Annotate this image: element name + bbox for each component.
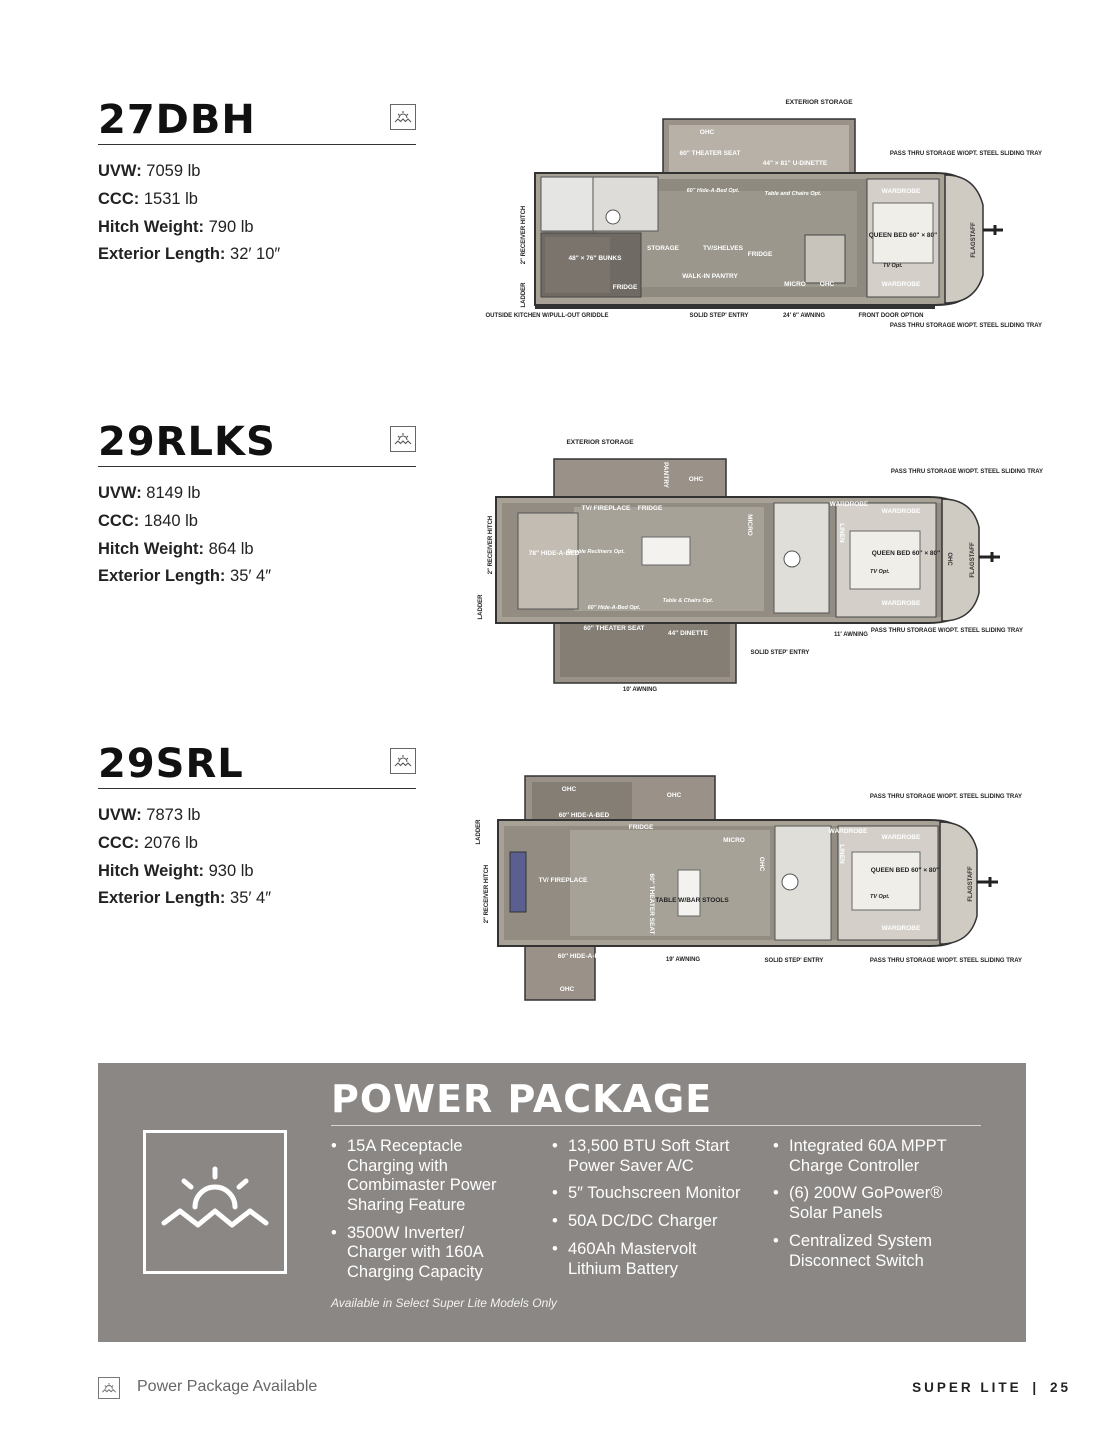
label-wardrobe-bottom: WARDROBE <box>881 281 921 288</box>
spec-list <box>98 480 271 591</box>
label-wardrobe-top-right: WARDROBE <box>881 508 921 515</box>
power-feature: • Integrated 60A MPPT Charge Controller <box>773 1137 947 1176</box>
label-pass-thru-top: PASS THRU STORAGE W/OPT. STEEL SLIDING TRAY <box>869 794 1023 800</box>
model-title: 29SRL <box>98 741 244 787</box>
model-divider <box>98 144 416 145</box>
label-pass-thru-top: PASS THRU STORAGE W/OPT. STEEL SLIDING TRAY <box>889 151 1043 157</box>
label-ladder: LADDER <box>521 282 527 308</box>
page-footer <box>912 1380 1071 1395</box>
label-recliners: Double Recliners Opt. <box>567 549 625 555</box>
label-ohc: OHC <box>699 129 715 136</box>
label-ladder: LADDER <box>478 594 484 620</box>
label-ladder: LADDER <box>476 819 482 845</box>
power-feature-column-1 <box>331 1137 496 1291</box>
label-pass-thru-bottom: PASS THRU STORAGE W/OPT. STEEL SLIDING TRAY <box>889 323 1043 329</box>
spec-ccc: CCC: 1531 lb <box>98 189 198 208</box>
label-tv-opt: TV Opt. <box>870 894 890 900</box>
label-theater-seat: 60″ THEATER SEAT <box>583 625 645 632</box>
sun-wave-icon <box>160 1163 270 1233</box>
label-awning-bottom: 10′ AWNING <box>622 687 658 693</box>
label-outside-kitchen: OUTSIDE KITCHEN W/PULL-OUT GRIDDLE <box>485 313 609 319</box>
label-micro: MICRO <box>746 514 753 536</box>
label-ohc-bottom: OHC <box>559 986 575 993</box>
floorplan-27dbh <box>485 95 1043 340</box>
label-front-door: FRONT DOOR OPTION <box>858 313 924 319</box>
label-theater-seat: 60″ THEATER SEAT <box>648 873 655 935</box>
label-pass-thru-bottom: PASS THRU STORAGE W/OPT. STEEL SLIDING TRAY <box>869 958 1023 964</box>
label-hide-a-bed: 78″ HIDE-A-BED <box>528 550 580 557</box>
label-fridge-outside: FRIDGE <box>612 284 638 291</box>
label-tv-shelves: TV/SHELVES <box>703 245 743 252</box>
label-pass-thru-top: PASS THRU STORAGE W/OPT. STEEL SLIDING TRAY <box>890 469 1044 475</box>
spec-uvw: UVW: 7873 lb <box>98 806 201 824</box>
label-walk-in-pantry: WALK-IN PANTRY <box>682 273 738 280</box>
label-exterior-storage: EXTERIOR STORAGE <box>566 439 634 446</box>
label-hide-a-bed-opt: 60″ Hide-A-Bed Opt. <box>587 605 641 611</box>
label-queen-bed: QUEEN BED 60″ × 80″ <box>871 550 941 557</box>
page-number: 25 <box>1049 1380 1071 1395</box>
label-theater-seat: 60" THEATER SEAT <box>679 150 741 157</box>
power-feature: • (6) 200W GoPower® Solar Panels <box>773 1184 947 1223</box>
spec-exterior-length: Exterior Length: 35′ 4″ <box>98 889 272 908</box>
label-hide-a-bed: 60" Hide-A-Bed Opt. <box>686 188 740 194</box>
power-feature: • 460Ah Mastervolt Lithium Battery <box>552 1240 740 1279</box>
label-wardrobe-top: WARDROBE <box>828 828 868 835</box>
power-package-icon <box>390 748 416 774</box>
model-title: 27DBH <box>98 97 256 143</box>
power-package-badge <box>143 1130 287 1274</box>
label-table-chairs: Table & Chairs Opt. <box>662 598 714 604</box>
label-tv-opt: TV Opt. <box>883 263 903 269</box>
model-divider <box>98 788 416 789</box>
label-brand: FLAGSTAFF <box>971 222 977 258</box>
power-feature: • 15A Receptacle Charging with Combimaster Power Sharing Feature <box>331 1137 496 1215</box>
spec-hitch-weight: Hitch Weight: 790 lb <box>98 217 254 236</box>
spec-list <box>98 802 271 913</box>
label-solid-step: SOLID STEP' ENTRY <box>764 958 824 964</box>
spec-list <box>98 158 280 269</box>
power-package-panel <box>98 1063 1026 1342</box>
floorplan-29rlks <box>474 435 1044 695</box>
power-package-icon <box>390 104 416 130</box>
floorplan-29srl <box>470 772 1030 1007</box>
label-exterior-storage: EXTERIOR STORAGE <box>785 99 853 106</box>
label-awning: 24′ 6″ AWNING <box>782 313 826 319</box>
power-package-title: POWER PACKAGE <box>331 1077 713 1121</box>
spec-ccc: CCC: 1840 lb <box>98 511 198 530</box>
label-ohc-kitchen: OHC <box>819 281 835 288</box>
power-feature-column-3 <box>773 1137 947 1279</box>
label-wardrobe-bottom: WARDROBE <box>881 925 921 932</box>
power-package-legend-label: Power Package Available <box>137 1378 318 1395</box>
label-micro: MICRO <box>784 281 806 288</box>
spec-exterior-length: Exterior Length: 35′ 4″ <box>98 567 272 586</box>
label-bunks: 48" × 76" BUNKS <box>568 255 622 262</box>
label-queen-bed: QUEEN BED 60″ × 80″ <box>870 867 940 874</box>
label-wardrobe-top: WARDROBE <box>829 501 869 508</box>
label-tv-fireplace: TV/ FIREPLACE <box>581 505 631 512</box>
model-divider <box>98 466 416 467</box>
label-queen-bed: QUEEN BED 60" × 80" <box>868 232 938 239</box>
label-receiver-hitch: 2″ RECEIVER HITCH <box>521 205 527 265</box>
model-29srl <box>98 741 416 908</box>
model-title: 29RLKS <box>98 419 276 465</box>
label-hide-a-bed-bottom: 60″ HIDE-A-BED <box>557 953 609 960</box>
spec-hitch-weight: Hitch Weight: 930 lb <box>98 861 254 880</box>
label-ohc: OHC <box>688 476 704 483</box>
brand-name: SUPER LITE <box>912 1380 1022 1395</box>
label-solid-step: SOLID STEP' ENTRY <box>689 313 749 319</box>
power-feature: • 5″ Touchscreen Monitor <box>552 1184 740 1204</box>
label-receiver-hitch: 2″ RECEIVER HITCH <box>488 515 494 575</box>
power-feature: • 13,500 BTU Soft Start Power Saver A/C <box>552 1137 740 1176</box>
label-solid-step: SOLID STEP' ENTRY <box>750 650 810 656</box>
spec-uvw: UVW: 8149 lb <box>98 484 201 502</box>
label-fridge: FRIDGE <box>637 505 663 512</box>
power-package-divider <box>331 1125 981 1126</box>
power-package-note: Available in Select Super Lite Models Only <box>331 1296 557 1310</box>
label-wardrobe-top-right: WARDROBE <box>881 834 921 841</box>
label-wardrobe-top: WARDROBE <box>881 188 921 195</box>
spec-exterior-length: Exterior Length: 32′ 10″ <box>98 245 281 264</box>
power-package-legend-icon <box>98 1377 120 1399</box>
label-ohc-top-right: OHC <box>666 792 682 799</box>
label-fridge: FRIDGE <box>628 824 654 831</box>
label-linen: LINEN <box>838 844 845 864</box>
label-receiver-hitch: 2″ RECEIVER HITCH <box>484 864 490 924</box>
label-linen: LINEN <box>838 523 845 543</box>
label-u-dinette: 44" × 81" U-DINETTE <box>762 160 828 167</box>
label-dinette: 44″ DINETTE <box>668 630 708 637</box>
model-27dbh <box>98 97 416 264</box>
footer-separator: | <box>1032 1380 1040 1395</box>
label-brand: FLAGSTAFF <box>968 866 974 902</box>
model-29rlks <box>98 419 416 586</box>
power-package-icon <box>390 426 416 452</box>
power-feature: • 50A DC/DC Charger <box>552 1212 740 1232</box>
label-tv-opt: TV Opt. <box>870 569 890 575</box>
label-ohc-top: OHC <box>561 786 577 793</box>
label-ohc-mid: OHC <box>758 856 765 872</box>
label-tv-fireplace: TV/ FIREPLACE <box>538 877 588 884</box>
label-table-chairs: Table and Chairs Opt. <box>764 191 822 197</box>
power-feature: • Centralized System Disconnect Switch <box>773 1232 947 1271</box>
label-ohc-bedroom: OHC <box>946 552 952 566</box>
label-storage: STORAGE <box>646 245 680 252</box>
label-table-bar-stools: TABLE W/BAR STOOLS <box>655 897 729 904</box>
label-micro: MICRO <box>723 837 745 844</box>
spec-uvw: UVW: 7059 lb <box>98 162 201 180</box>
label-hide-a-bed-top: 60″ HIDE-A-BED <box>558 812 610 819</box>
label-wardrobe-bottom: WARDROBE <box>881 600 921 607</box>
spec-hitch-weight: Hitch Weight: 864 lb <box>98 539 254 558</box>
power-feature: • 3500W Inverter/ Charger with 160A Charging Capacity <box>331 1224 496 1283</box>
label-pantry: PANTRY <box>662 462 669 488</box>
label-awning: 19′ AWNING <box>665 957 701 963</box>
label-brand: FLAGSTAFF <box>970 542 976 578</box>
label-awning-right: 11′ AWNING <box>834 632 868 638</box>
power-feature-column-2 <box>552 1137 740 1288</box>
label-fridge: FRIDGE <box>747 251 773 258</box>
spec-ccc: CCC: 2076 lb <box>98 833 198 852</box>
label-pass-thru-bottom: PASS THRU STORAGE W/OPT. STEEL SLIDING TRAY <box>870 628 1024 634</box>
